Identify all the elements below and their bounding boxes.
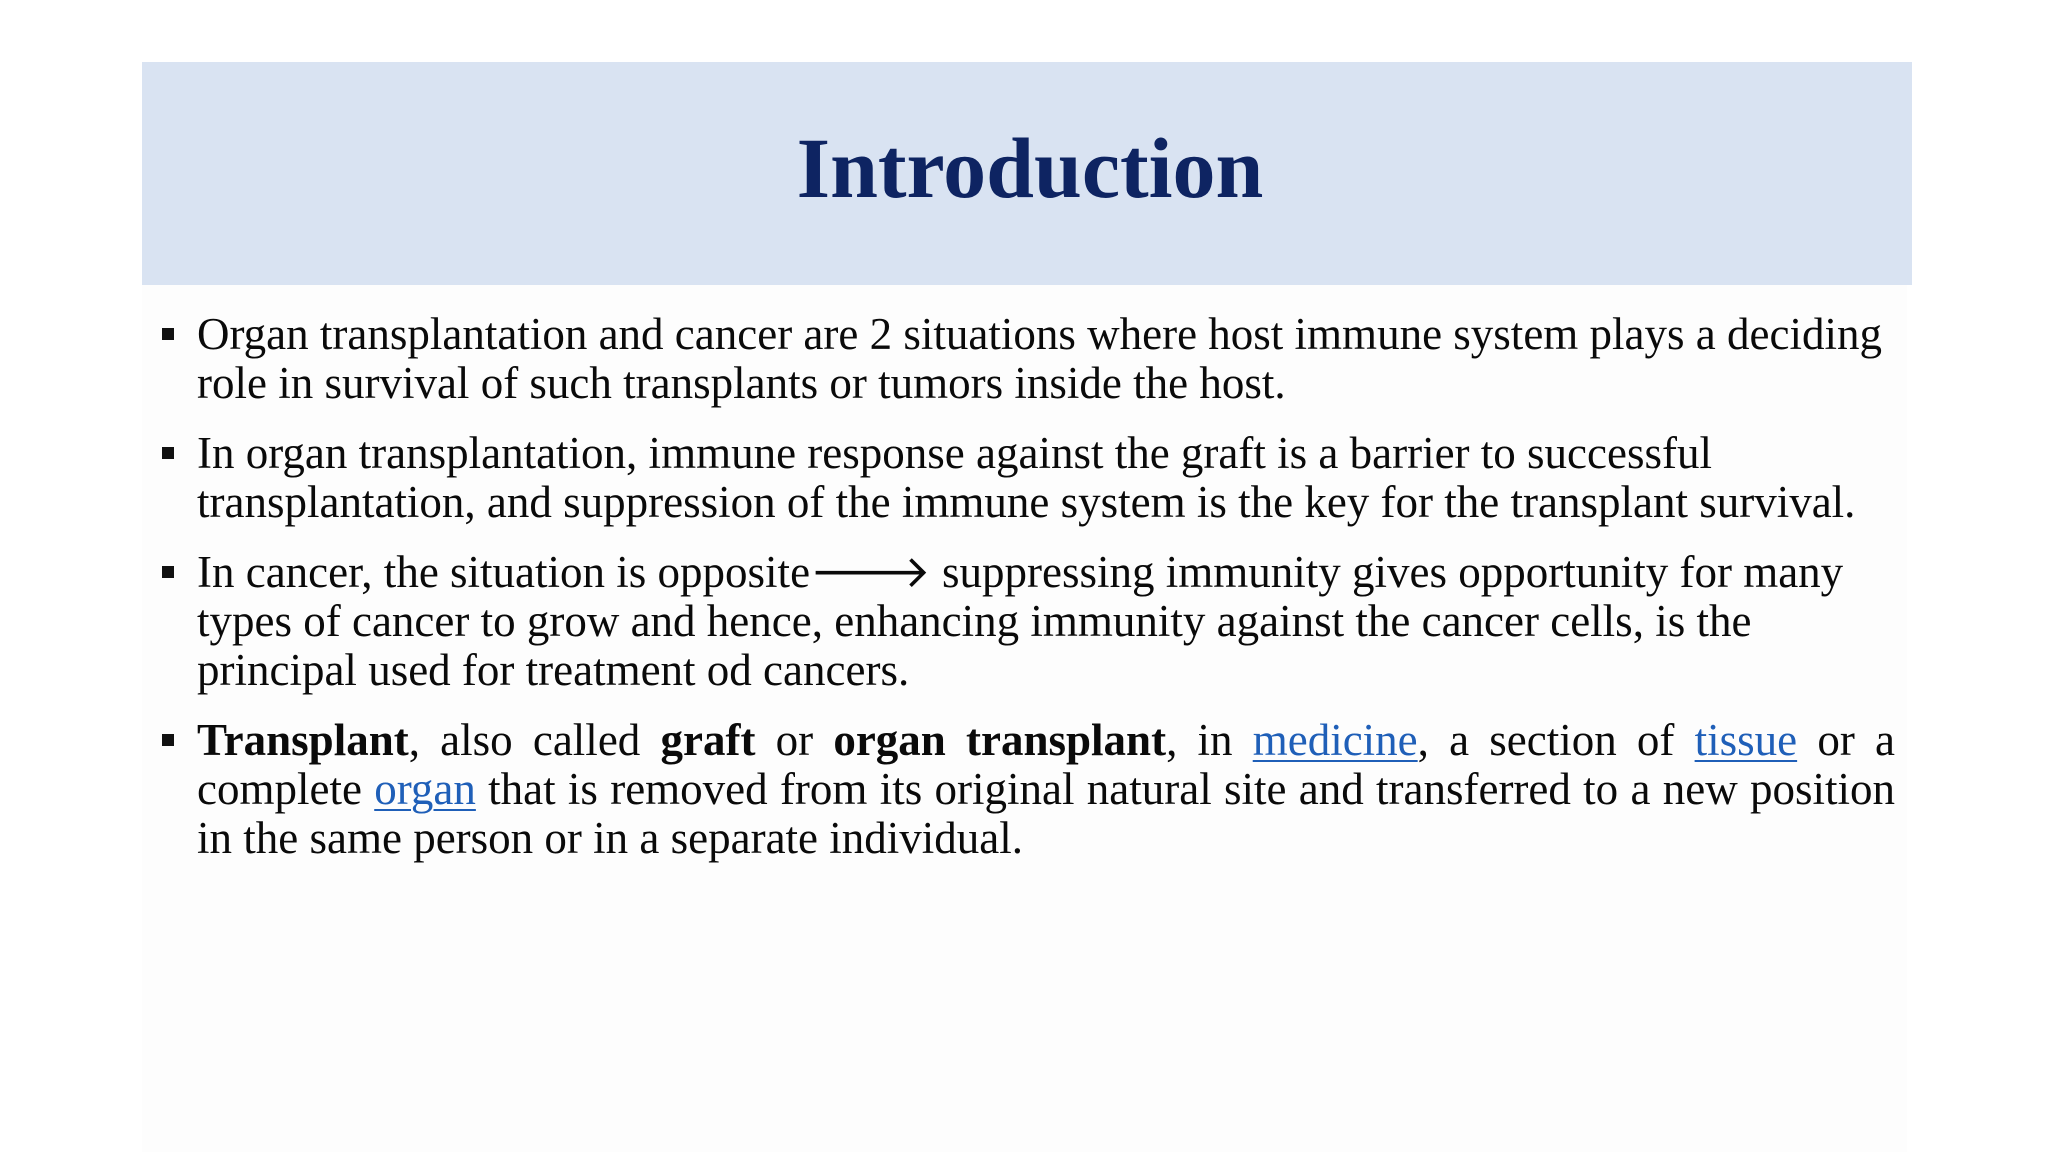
term-graft: graft	[660, 715, 756, 765]
term-organ-transplant: organ transplant	[833, 715, 1167, 765]
definition-text: , a section of	[1417, 715, 1695, 765]
tissue-link[interactable]: tissue	[1694, 715, 1798, 765]
bullet-list	[160, 310, 1895, 884]
right-arrow-icon: 🡒	[810, 547, 931, 597]
bullet-text: In organ transplantation, immune response against the graft is a barrier to successful transplantation, and suppression of the immune system is the key for the transplant survival.	[197, 428, 1856, 527]
slide-title: Introduction	[796, 119, 1264, 216]
definition-text: that is removed from its original natural site and transferred to a new position in the same person or in a separate individual.	[197, 764, 1895, 863]
definition-text: , also called	[408, 715, 661, 765]
title-band	[142, 62, 1912, 285]
organ-link[interactable]: organ	[374, 764, 476, 814]
term-transplant: Transplant	[197, 715, 409, 765]
bullet-text-before-arrow: In cancer, the situation is opposite	[197, 547, 811, 597]
bullet-item	[160, 548, 1895, 695]
bullet-item	[160, 310, 1895, 408]
square-bullet-icon	[162, 734, 174, 746]
definition-text: , in	[1166, 715, 1253, 765]
bullet-item	[160, 429, 1895, 527]
definition-text: or	[755, 715, 834, 765]
medicine-link[interactable]: medicine	[1252, 715, 1418, 765]
square-bullet-icon	[162, 328, 174, 340]
bullet-text-after-arrow: suppressing immunity gives opportunity for many types of cancer to grow and hence, enhancing immunity against the cancer cells, is the principal used for treatment od cancers.	[197, 547, 1844, 695]
square-bullet-icon	[162, 447, 174, 459]
definition-text: or a complete	[197, 715, 1895, 814]
bullet-text: Organ transplantation and cancer are 2 situations where host immune system plays a deciding role in survival of such transplants or tumors inside the host.	[197, 309, 1882, 408]
bullet-item-transplant-definition	[160, 716, 1895, 863]
square-bullet-icon	[162, 566, 174, 578]
